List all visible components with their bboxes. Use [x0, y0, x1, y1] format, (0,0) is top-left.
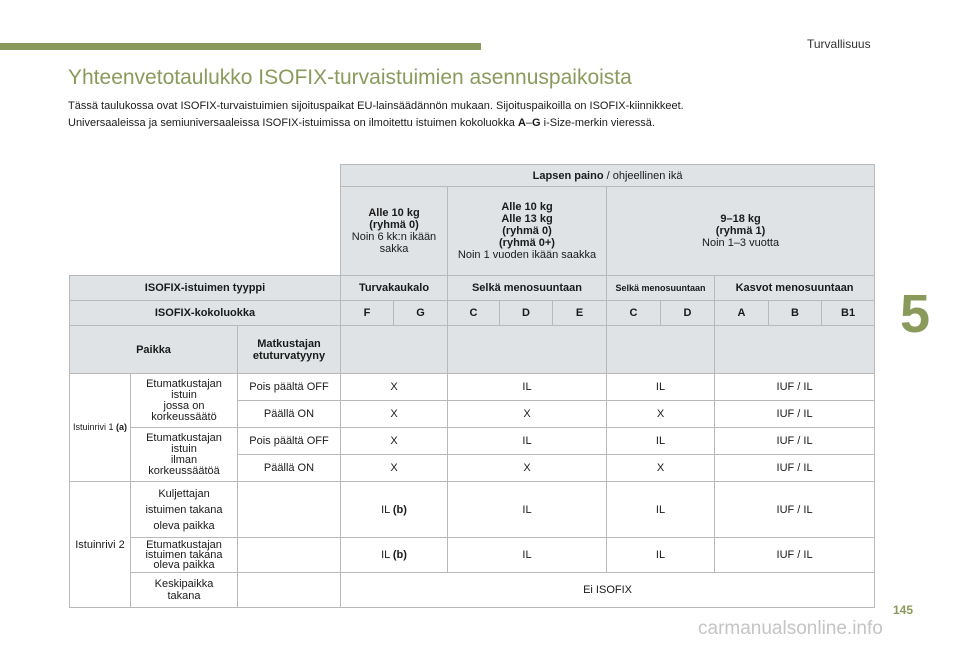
airbag-na-cell	[238, 482, 341, 538]
value-cell: IL	[607, 374, 715, 401]
row-1-note: (a)	[116, 422, 127, 432]
size-range-end: G	[532, 117, 541, 129]
intro-text	[68, 98, 868, 132]
group-1-header	[607, 187, 875, 276]
seat-b-line-4: korkeussäätöä	[148, 464, 220, 477]
page-title: Yhteenvetotaulukko ISOFIX-turvaistuimien asennuspaikoista	[68, 66, 632, 89]
size-class-cell: D	[500, 301, 553, 326]
size-class-cell: C	[607, 301, 661, 326]
seat-behind-passenger-line-3: oleva paikka	[153, 559, 215, 571]
value-cell: IL	[448, 374, 607, 401]
seat-behind-driver	[131, 482, 238, 538]
value-cell: IUF / IL	[715, 538, 875, 573]
value-cell: IL	[607, 428, 715, 455]
value-cell: X	[448, 401, 607, 428]
value-cell: IUF / IL	[715, 482, 875, 538]
seat-b-line-2: istuin	[171, 442, 197, 455]
seat-a-line-4: korkeussäätö	[151, 410, 217, 423]
group-0plus-label-1: (ryhmä 0)	[502, 225, 552, 237]
shaded-cell	[607, 326, 715, 374]
value-cell: X	[607, 455, 715, 482]
type-rear-facing-1: Selkä menosuuntaan	[448, 276, 607, 301]
seat-behind-passenger-line-1: Etumatkustajan	[146, 539, 222, 551]
airbag-state: Pois päältä OFF	[238, 428, 341, 455]
size-class-cell: B1	[822, 301, 875, 326]
group-1-label: (ryhmä 1)	[715, 225, 766, 237]
section-title: Turvallisuus	[807, 37, 871, 51]
blank-cell	[70, 187, 341, 276]
size-range-dash: –	[525, 117, 533, 129]
value-cell: X	[341, 401, 448, 428]
seat-a-line-3: jossa on	[163, 399, 205, 412]
value-cell: X	[341, 374, 448, 401]
size-class-cell: D	[661, 301, 715, 326]
seat-b-line-3: ilman	[170, 453, 198, 466]
value-cell: X	[448, 455, 607, 482]
value-cell: X	[341, 428, 448, 455]
value-cell	[341, 482, 448, 538]
size-class-cell: F	[341, 301, 394, 326]
size-class-cell: G	[394, 301, 448, 326]
note-b: (b)	[392, 503, 407, 516]
airbag-na-cell	[238, 538, 341, 573]
size-class-label: ISOFIX-kokoluokka	[70, 301, 341, 326]
group-0plus-header	[448, 187, 607, 276]
group-1-age: Noin 1–3 vuotta	[702, 237, 780, 249]
seat-behind-passenger	[131, 538, 238, 573]
value-cell: IL	[448, 538, 607, 573]
size-range-start: A	[517, 117, 526, 129]
chapter-number: 5	[899, 284, 931, 344]
weight-header-rest: / ohjeellinen ikä	[603, 169, 683, 182]
seat-type-label: ISOFIX-istuimen tyyppi	[70, 276, 341, 301]
seat-behind-passenger-line-2: istuimen takana	[145, 549, 223, 561]
type-rear-facing-2: Selkä menosuuntaan	[607, 276, 715, 301]
airbag-header-line-2: etuturvatyyny	[252, 349, 326, 362]
shaded-cell	[715, 326, 875, 374]
page-number: 145	[893, 603, 914, 617]
group-0-age-end: sakka	[379, 243, 409, 255]
shaded-cell	[448, 326, 607, 374]
watermark: carmanualsonline.info	[698, 618, 883, 639]
row-1-label-text: Istuinrivi 1	[72, 422, 116, 432]
group-0-weight: Alle 10 kg	[368, 207, 420, 219]
value-cell: IL	[448, 482, 607, 538]
seat-a-line-1: Etumatkustajan	[146, 377, 222, 390]
front-seat-with-height-adjust	[131, 374, 238, 428]
value-cell: IUF / IL	[715, 455, 875, 482]
value-cell: IUF / IL	[715, 428, 875, 455]
accent-bar	[0, 43, 481, 50]
intro-line-2a: Universaaleissa ja semiuniversaaleissa ISOFIX-istuimissa on ilmoitettu istuimen kokoluokka	[68, 117, 518, 129]
value-text: IL	[381, 503, 393, 516]
weight-header	[341, 165, 875, 187]
group-0plus-age: Noin 1 vuoden ikään saakka	[457, 249, 597, 261]
group-0plus-weight-2: Alle 13 kg	[501, 213, 553, 225]
size-class-cell: A	[715, 301, 769, 326]
seat-a-line-2: istuin	[171, 388, 197, 401]
rear-center-seat-line-1: Keskipaikka	[154, 578, 214, 590]
seat-behind-driver-line-1: Kuljettajan	[158, 487, 210, 500]
value-cell	[341, 538, 448, 573]
value-cell: IUF / IL	[715, 374, 875, 401]
intro-line-1: Tässä taulukossa ovat ISOFIX-turvaistuimien sijoituspaikat EU-lainsäädännön mukaan. Sijoituspaikoilla on ISOFIX-kiinnikkeet.	[68, 100, 684, 112]
rear-center-seat-line-2: takana	[167, 590, 201, 602]
intro-line-2e: i-Size-merkin vieressä.	[540, 117, 655, 129]
shaded-cell	[341, 326, 448, 374]
weight-header-bold: Lapsen paino	[532, 169, 604, 182]
group-0-age: Noin 6 kk:n ikään	[351, 231, 437, 243]
rear-center-seat	[131, 573, 238, 608]
airbag-state: Päällä ON	[238, 455, 341, 482]
blank-cell	[70, 165, 341, 187]
row-2-label: Istuinrivi 2	[70, 482, 131, 608]
intro-line-2	[68, 115, 868, 132]
value-cell: IL	[448, 428, 607, 455]
type-carrycot: Turvakaukalo	[341, 276, 448, 301]
value-cell: X	[341, 455, 448, 482]
airbag-header	[238, 326, 341, 374]
type-forward-facing: Kasvot menosuuntaan	[715, 276, 875, 301]
size-class-cell: E	[553, 301, 607, 326]
value-cell: IUF / IL	[715, 401, 875, 428]
airbag-state: Pois päältä OFF	[238, 374, 341, 401]
seat-behind-driver-line-2: istuimen takana	[145, 503, 223, 516]
front-seat-without-height-adjust	[131, 428, 238, 482]
place-header: Paikka	[70, 326, 238, 374]
group-0-label: (ryhmä 0)	[369, 219, 419, 231]
size-class-cell: C	[448, 301, 500, 326]
seat-b-line-1: Etumatkustajan	[146, 431, 222, 444]
no-isofix-cell: Ei ISOFIX	[341, 573, 875, 608]
airbag-na-cell	[238, 573, 341, 608]
group-1-weight: 9–18 kg	[720, 213, 761, 225]
value-cell: IL	[607, 482, 715, 538]
group-0plus-weight-1: Alle 10 kg	[501, 201, 553, 213]
group-0plus-label-2: (ryhmä 0+)	[499, 237, 555, 249]
airbag-state: Päällä ON	[238, 401, 341, 428]
value-cell: X	[607, 401, 715, 428]
note-b: (b)	[392, 549, 407, 561]
group-0-header	[341, 187, 448, 276]
row-1-label	[70, 374, 131, 482]
seat-behind-driver-line-3: oleva paikka	[153, 519, 215, 532]
airbag-header-line-1: Matkustajan	[257, 337, 321, 350]
size-class-cell: B	[769, 301, 822, 326]
isofix-table	[69, 164, 875, 608]
value-cell: IL	[607, 538, 715, 573]
value-text: IL	[381, 549, 393, 561]
